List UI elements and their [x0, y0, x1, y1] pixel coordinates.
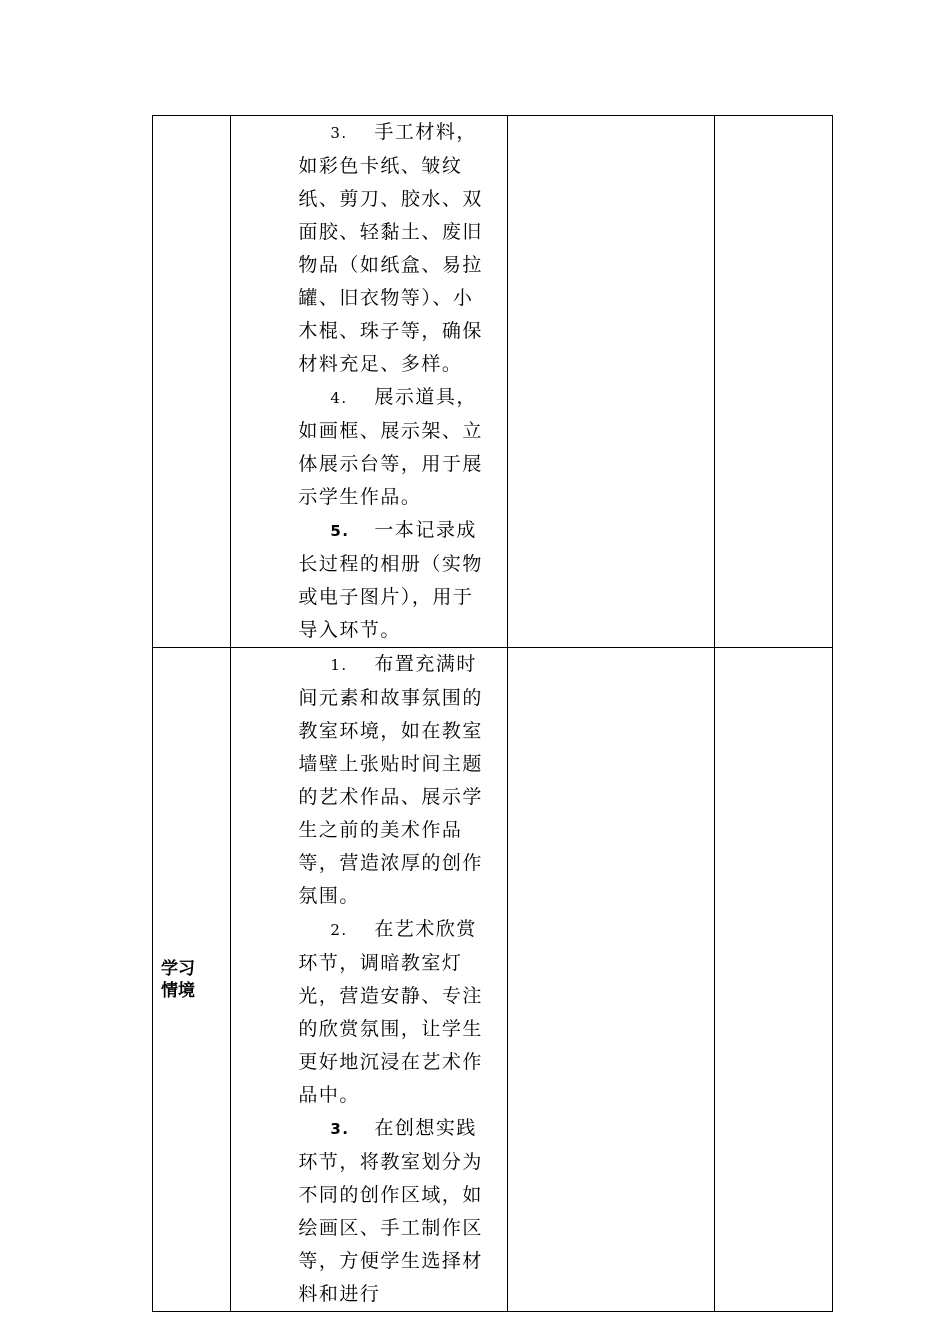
list-item — [298, 913, 488, 1112]
item-number: 1. — [330, 656, 348, 674]
empty-cell — [507, 648, 715, 1312]
item-text: 一本记录成长过程的相册（实物或电子图片），用于导入环节。 — [298, 519, 483, 641]
item-number: 4. — [330, 389, 348, 407]
row-label-line: 学习 — [161, 958, 195, 979]
row-label-cell — [153, 116, 231, 648]
content-cell — [231, 648, 507, 1312]
lesson-plan-table — [152, 115, 833, 1312]
row-label-cell — [153, 648, 231, 1312]
empty-cell — [715, 116, 833, 648]
list-item — [298, 381, 488, 514]
table-row — [153, 116, 833, 648]
item-text: 布置充满时间元素和故事氛围的教室环境，如在教室墙壁上张贴时间主题的艺术作品、展示学生之前的美术作品等，营造浓厚的创作氛围。 — [298, 653, 483, 907]
item-text: 在创想实践环节，将教室划分为不同的创作区域，如绘画区、手工制作区等，方便学生选择材料和进行 — [298, 1117, 483, 1305]
list-item — [298, 514, 488, 647]
content-cell — [231, 116, 507, 648]
row-label-line: 情境 — [161, 980, 195, 1001]
item-text: 手工材料，如彩色卡纸、皱纹纸、剪刀、胶水、双面胶、轻黏土、废旧物品（如纸盒、易拉罐、旧衣物等）、小木棍、珠子等，确保材料充足、多样。 — [298, 121, 483, 375]
list-item — [298, 116, 488, 381]
item-text: 在艺术欣赏环节，调暗教室灯光，营造安静、专注的欣赏氛围，让学生更好地沉浸在艺术作品中。 — [298, 918, 483, 1106]
empty-cell — [507, 116, 715, 648]
list-item — [298, 648, 488, 913]
table-row — [153, 648, 833, 1312]
item-number: 3. — [330, 124, 348, 142]
empty-cell — [715, 648, 833, 1312]
item-text: 展示道具，如画框、展示架、立体展示台等，用于展示学生作品。 — [298, 386, 483, 508]
list-item — [298, 1112, 488, 1311]
item-number: 3. — [330, 1120, 350, 1138]
item-number: 2. — [330, 921, 348, 939]
item-number: 5. — [330, 522, 350, 540]
